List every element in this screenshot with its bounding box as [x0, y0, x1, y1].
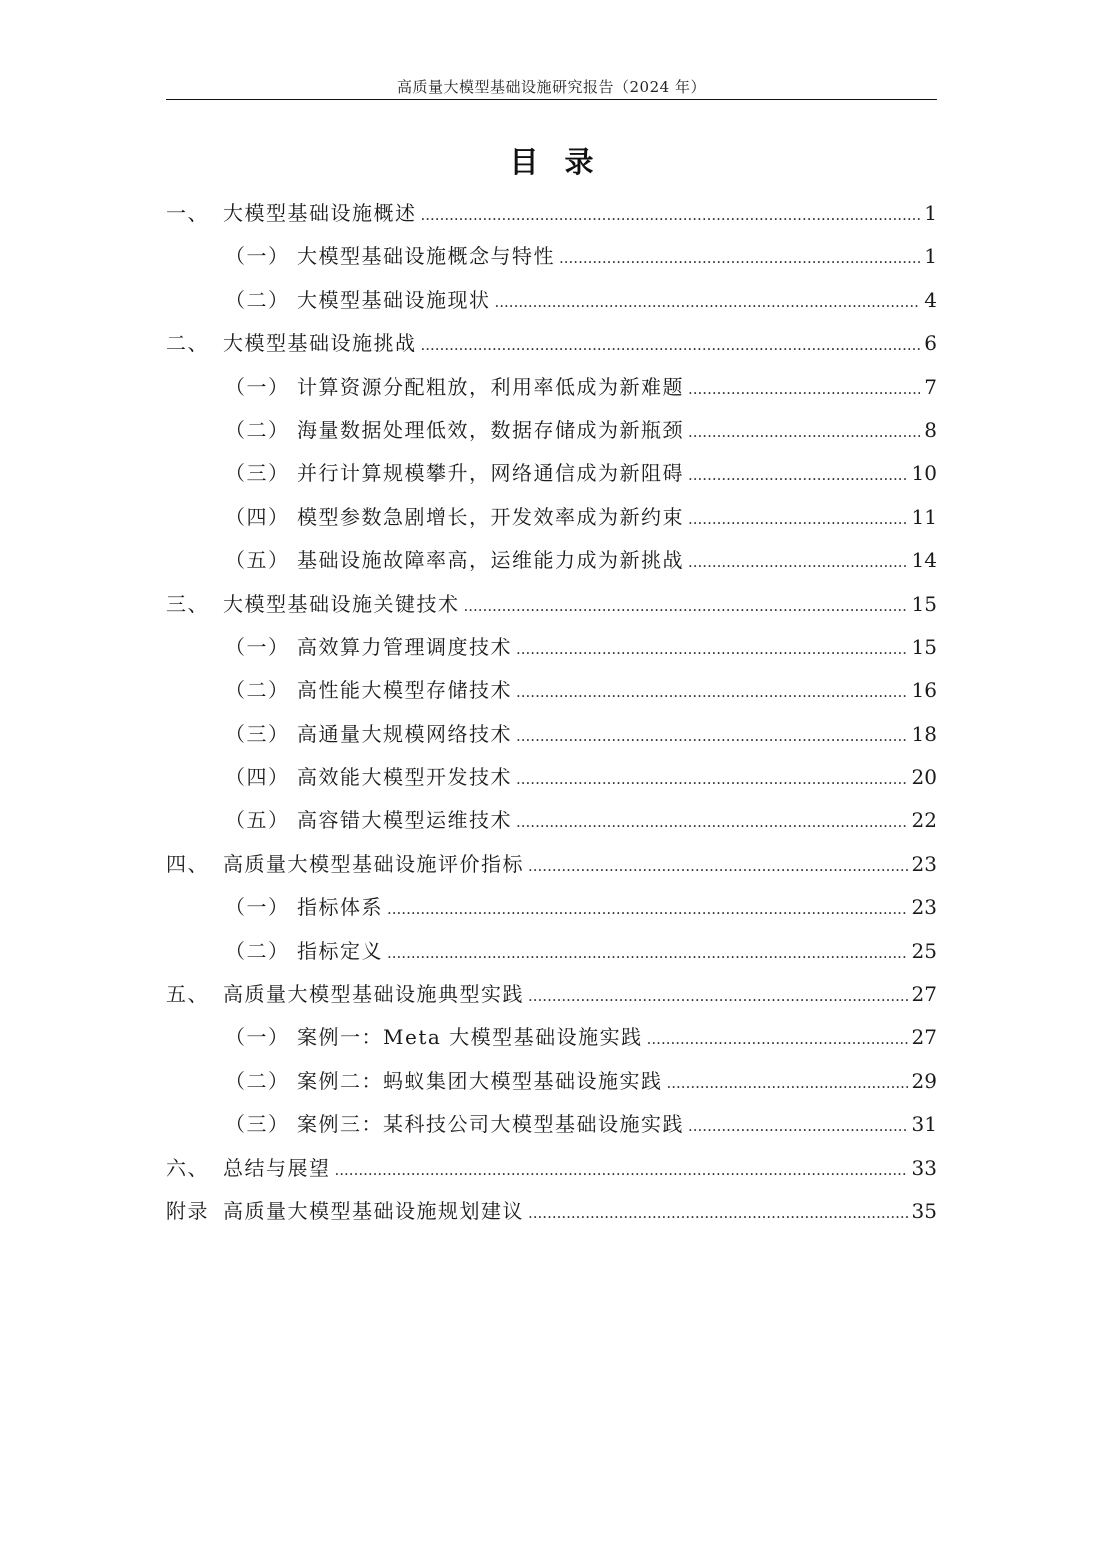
- toc-entry-title: 大模型基础设施概述: [223, 201, 417, 225]
- toc-entry-number: （四）: [225, 765, 290, 790]
- toc-section-entry[interactable]: [166, 1016, 937, 1059]
- toc-entry-title: 高容错大模型运维技术: [297, 808, 512, 833]
- toc-page-number: 27: [911, 982, 937, 1007]
- toc-page-number: 35: [911, 1198, 937, 1223]
- toc-page-number: 22: [911, 808, 937, 833]
- toc-section-entry[interactable]: [166, 1060, 937, 1103]
- toc-entry-number: （二）: [225, 678, 290, 703]
- toc-section-entry[interactable]: [166, 366, 937, 409]
- toc-entry-title: 大模型基础设施关键技术: [223, 591, 460, 616]
- toc-page-number: 6: [924, 331, 937, 356]
- toc-page-number: 20: [911, 765, 937, 790]
- toc-dot-leader: [421, 194, 921, 237]
- toc-entry-number: （三）: [225, 1112, 290, 1137]
- toc-entry-title: 指标体系: [297, 895, 383, 920]
- toc-section-entry[interactable]: [166, 626, 937, 669]
- toc-dot-leader: [516, 671, 908, 714]
- toc-entry-number: 四、: [166, 851, 209, 876]
- toc-page-number: 29: [911, 1068, 937, 1093]
- toc-page-number: 23: [911, 895, 937, 920]
- toc-dot-leader: [464, 585, 908, 628]
- toc-entry-number: （一）: [225, 374, 290, 399]
- toc-entry-number: （一）: [225, 244, 290, 269]
- toc-section-entry[interactable]: [166, 409, 937, 452]
- toc-dot-leader: [688, 498, 908, 541]
- toc-entry-title: 海量数据处理低效，数据存储成为新瓶颈: [297, 417, 684, 442]
- toc-page-number: 8: [924, 417, 937, 442]
- toc-dot-leader: [688, 1105, 908, 1148]
- toc-dot-leader: [688, 411, 920, 454]
- toc-dot-leader: [421, 324, 921, 367]
- toc-title: 目录: [509, 145, 620, 179]
- toc-dot-leader: [647, 1018, 908, 1061]
- toc-entry-number: 五、: [166, 982, 209, 1007]
- toc-dot-leader: [667, 1062, 908, 1105]
- toc-page-number: 11: [911, 504, 937, 529]
- toc-dot-leader: [528, 845, 908, 888]
- toc-entry-number: （二）: [225, 938, 290, 963]
- toc-entry-number: （一）: [225, 1025, 290, 1050]
- toc-section-entry[interactable]: [166, 279, 937, 322]
- toc-entry-title: 计算资源分配粗放，利用率低成为新难题: [297, 374, 684, 399]
- toc-entry-number: 三、: [166, 591, 209, 616]
- toc-entry-title: 基础设施故障率高，运维能力成为新挑战: [297, 548, 684, 573]
- toc-entry-title: 高通量大规模网络技术: [297, 721, 512, 746]
- toc-dot-leader: [688, 368, 920, 411]
- toc-entry-title: 高效算力管理调度技术: [297, 634, 512, 659]
- toc-entry-title: 高质量大模型基础设施规划建议: [223, 1198, 524, 1223]
- toc-page-number: 33: [911, 1155, 937, 1180]
- toc-dot-leader: [528, 975, 908, 1018]
- toc-page-number: 31: [911, 1112, 937, 1137]
- toc-section-entry[interactable]: [166, 799, 937, 842]
- toc-entry-number: 附录: [166, 1198, 209, 1223]
- toc-page-number: 4: [924, 287, 937, 312]
- toc-section-entry[interactable]: [166, 756, 937, 799]
- toc-entry-title: 大模型基础设施概念与特性: [297, 244, 555, 269]
- toc-page-number: 7: [924, 374, 937, 399]
- toc-entry-number: 二、: [166, 331, 209, 356]
- toc-entry-number: （四）: [225, 504, 290, 529]
- toc-page-number: 27: [911, 1025, 937, 1050]
- toc-entry-number: （一）: [225, 895, 290, 920]
- toc-dot-leader: [516, 801, 908, 844]
- toc-section-entry[interactable]: [166, 235, 937, 278]
- toc-entry-title: 高性能大模型存储技术: [297, 678, 512, 703]
- toc-entry-title: 案例二：蚂蚁集团大模型基础设施实践: [297, 1068, 663, 1093]
- toc-section-entry[interactable]: [166, 930, 937, 973]
- toc-entry-title: 案例一：Meta 大模型基础设施实践: [297, 1025, 643, 1050]
- toc-page-number: 14: [911, 548, 937, 573]
- toc-chapter-entry[interactable]: [166, 843, 937, 886]
- running-header: 高质量大模型基础设施研究报告（2024 年）: [397, 78, 706, 96]
- toc-entry-number: （三）: [225, 721, 290, 746]
- toc-chapter-entry[interactable]: [166, 973, 937, 1016]
- toc-entry-title: 高质量大模型基础设施评价指标: [223, 851, 524, 876]
- toc-dot-leader: [528, 1192, 908, 1235]
- toc-entry-title: 高质量大模型基础设施典型实践: [223, 982, 524, 1007]
- toc-section-entry[interactable]: [166, 886, 937, 929]
- toc-entry-number: （一）: [225, 634, 290, 659]
- toc-dot-leader: [387, 932, 908, 975]
- toc-section-entry[interactable]: [166, 539, 937, 582]
- toc-dot-leader: [559, 237, 920, 280]
- toc-dot-leader: [495, 281, 921, 324]
- toc-chapter-entry[interactable]: [166, 1190, 937, 1233]
- toc-section-entry[interactable]: [166, 713, 937, 756]
- toc-entry-title: 案例三：某科技公司大模型基础设施实践: [297, 1112, 684, 1137]
- toc-entry-number: （二）: [225, 1068, 290, 1093]
- header-rule: [166, 99, 937, 100]
- toc-chapter-entry[interactable]: [166, 1147, 937, 1190]
- toc-section-entry[interactable]: [166, 496, 937, 539]
- toc-dot-leader: [516, 715, 908, 758]
- toc-entry-title: 指标定义: [297, 938, 383, 963]
- toc-section-entry[interactable]: [166, 452, 937, 495]
- toc-entry-number: （五）: [225, 808, 290, 833]
- toc-chapter-entry[interactable]: [166, 192, 937, 235]
- toc-page-number: 18: [911, 721, 937, 746]
- toc-entry-title: 大模型基础设施现状: [297, 287, 491, 312]
- toc-dot-leader: [387, 888, 908, 931]
- toc-section-entry[interactable]: [166, 669, 937, 712]
- toc-chapter-entry[interactable]: [166, 583, 937, 626]
- toc-entry-number: （二）: [225, 287, 290, 312]
- toc-page-number: 16: [911, 678, 937, 703]
- toc-entry-title: 总结与展望: [223, 1155, 331, 1180]
- toc-dot-leader: [516, 758, 908, 801]
- toc-page-number: 15: [911, 591, 937, 616]
- toc-entry-number: （二）: [225, 417, 290, 442]
- toc-entry-number: （三）: [225, 461, 290, 486]
- toc-page-number: 15: [911, 634, 937, 659]
- toc-chapter-entry[interactable]: [166, 322, 937, 365]
- toc-entry-title: 模型参数急剧增长，开发效率成为新约束: [297, 504, 684, 529]
- toc-page-number: 23: [911, 851, 937, 876]
- toc-dot-leader: [688, 541, 908, 584]
- toc-dot-leader: [688, 454, 908, 497]
- toc-page-number: 25: [911, 938, 937, 963]
- toc-entry-number: 六、: [166, 1155, 209, 1180]
- toc-entry-title: 高效能大模型开发技术: [297, 765, 512, 790]
- toc-entry-number: （五）: [225, 548, 290, 573]
- toc-dot-leader: [335, 1149, 908, 1192]
- table-of-contents: [166, 192, 937, 1233]
- toc-entry-number: 一、: [166, 201, 209, 225]
- toc-page-number: 1: [924, 201, 937, 225]
- toc-page-number: 1: [924, 244, 937, 269]
- toc-section-entry[interactable]: [166, 1103, 937, 1146]
- toc-dot-leader: [516, 628, 908, 671]
- toc-page-number: 10: [911, 461, 937, 486]
- toc-entry-title: 大模型基础设施挑战: [223, 331, 417, 356]
- toc-entry-title: 并行计算规模攀升，网络通信成为新阻碍: [297, 461, 684, 486]
